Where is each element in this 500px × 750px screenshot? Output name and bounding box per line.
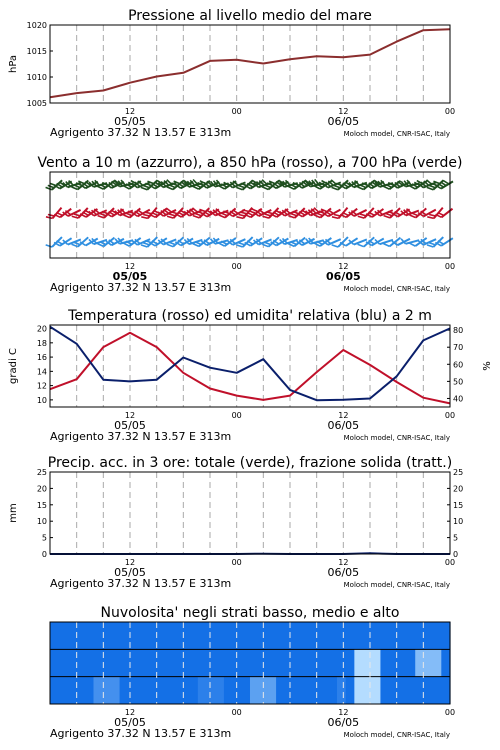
y-axis-label: mm [8, 503, 19, 523]
y2-tick-label: 70 [453, 343, 464, 353]
x-tick-label: 12 [124, 107, 136, 116]
cloud-cell [154, 677, 163, 704]
station-label: Agrigento 37.32 N 13.57 E 313m [50, 281, 232, 294]
cloud-cell [241, 649, 250, 676]
wind-barb [297, 177, 315, 190]
cloud-cell [285, 677, 294, 704]
cloud-cell [398, 677, 407, 704]
y-tick-label: 15 [36, 500, 47, 510]
date-label: 06/05 [327, 115, 360, 128]
cloud-cell [241, 622, 250, 649]
cloud-cell [76, 649, 85, 676]
cloud-cell [293, 622, 302, 649]
wind-shaft [441, 209, 452, 218]
panel-title: Pressione al livello medio del mare [128, 8, 372, 24]
x-tick-label: 00 [231, 107, 242, 116]
cloud-cell [285, 622, 294, 649]
y-tick-label: 14 [36, 367, 47, 377]
date-label: 05/05 [114, 566, 146, 579]
cloud-cell [441, 622, 450, 649]
wind-barb [271, 204, 288, 219]
cloud-cell [50, 677, 59, 704]
date-label: 06/05 [327, 419, 360, 432]
cloud-cell [311, 649, 320, 676]
date-label: 05/05 [114, 115, 146, 128]
x-tick-label: 00 [231, 558, 242, 567]
wind-barb [384, 204, 400, 220]
plot-frame [50, 25, 450, 103]
cloud-cell [424, 622, 433, 649]
cloud-cell [215, 677, 224, 704]
y-axis-label: gradi C [8, 348, 19, 384]
cloud-cell [328, 622, 337, 649]
wind-barb [46, 204, 62, 221]
cloud-cell [302, 677, 311, 704]
y-tick-label: 0 [41, 550, 47, 559]
wind-barb [323, 234, 341, 246]
model-credit: Moloch model, CNR-ISAC, Italy [343, 285, 450, 293]
cloud-cell [137, 677, 146, 704]
cloud-cell [433, 622, 442, 649]
cloud-cell [337, 677, 346, 704]
cloud-cell [363, 649, 372, 676]
y-tick-label: 20 [36, 324, 47, 334]
cloud-cell [302, 622, 311, 649]
y2-tick-label: 15 [453, 500, 464, 510]
wind-barb [340, 204, 357, 219]
wind-barb [46, 233, 62, 249]
y2-tick-label: 25 [453, 468, 464, 477]
panel-precipitation [8, 455, 463, 590]
x-tick-label: 00 [231, 708, 242, 717]
cloud-cell [137, 649, 146, 676]
temperature-line [50, 333, 450, 404]
cloud-cell [337, 622, 346, 649]
wind-barb [193, 204, 209, 220]
cloud-cell [85, 649, 94, 676]
y-tick-label: 10 [36, 395, 47, 405]
cloud-cell [380, 622, 389, 649]
cloud-cell [102, 677, 111, 704]
wind-barb [236, 233, 252, 249]
cloud-cell [180, 622, 189, 649]
cloud-cell [441, 677, 450, 704]
wind-barb [392, 233, 410, 246]
y2-tick-label: 80 [453, 326, 464, 336]
x-tick-label: 12 [338, 411, 349, 420]
cloud-cell [50, 622, 59, 649]
cloud-cell [146, 649, 155, 676]
date-label: 06/05 [327, 716, 360, 729]
cloud-cell [311, 677, 320, 704]
cloud-cell [76, 622, 85, 649]
y-tick-label: 1015 [26, 47, 47, 56]
cloud-cell [320, 677, 329, 704]
cloud-cell [128, 677, 137, 704]
cloud-cell [267, 622, 276, 649]
wind-barb [288, 204, 304, 220]
cloud-cell [207, 677, 216, 704]
wind-barb [427, 233, 443, 249]
cloud-cell [154, 649, 163, 676]
cloud-cell [207, 622, 216, 649]
wind-barb [46, 176, 63, 192]
y2-axis-label: % [482, 361, 493, 371]
model-credit: Moloch model, CNR-ISAC, Italy [343, 581, 450, 589]
panel-title: Temperatura (rosso) ed umidita' relativa (blu) a 2 m [68, 308, 432, 324]
x-tick-label: 12 [124, 558, 136, 567]
cloud-cell [111, 622, 120, 649]
cloud-cell [433, 649, 442, 676]
cloud-cell [93, 677, 102, 704]
cloud-cell [302, 649, 311, 676]
x-tick-label: 00 [444, 708, 456, 717]
cloud-cell [433, 677, 442, 704]
cloud-cell [328, 649, 337, 676]
y-tick-label: 5 [41, 533, 47, 543]
cloud-cell [67, 649, 76, 676]
plot-frame [50, 472, 450, 554]
panel-cloud-cover [50, 605, 455, 740]
x-tick-label: 00 [444, 262, 456, 271]
wind-barb [98, 204, 114, 220]
cloud-cell [337, 649, 346, 676]
cloud-cell [189, 677, 198, 704]
y2-tick-label: 40 [453, 394, 464, 404]
x-tick-label: 00 [444, 558, 456, 567]
cloud-cell [198, 649, 207, 676]
cloud-cell [111, 649, 120, 676]
y2-tick-label: 20 [453, 484, 464, 494]
y2-tick-label: 0 [453, 550, 459, 559]
wind-barb [332, 233, 348, 249]
cloud-cell [354, 622, 363, 649]
cloud-cell [120, 649, 129, 676]
y-tick-label: 1010 [26, 73, 47, 82]
cloud-cell [120, 677, 129, 704]
cloud-cell [180, 649, 189, 676]
y-tick-label: 25 [36, 468, 47, 477]
cloud-cell [215, 649, 224, 676]
date-label: 05/05 [114, 716, 146, 729]
cloud-cell [180, 677, 189, 704]
y2-tick-label: 5 [453, 533, 459, 543]
cloud-cell [267, 677, 276, 704]
model-credit: Moloch model, CNR-ISAC, Italy [343, 434, 450, 442]
wind-shaft [441, 238, 453, 246]
x-tick-label: 00 [444, 411, 456, 420]
cloud-cell [111, 677, 120, 704]
cloud-cell [407, 649, 416, 676]
station-label: Agrigento 37.32 N 13.57 E 313m [50, 577, 232, 590]
cloud-cell [267, 649, 276, 676]
cloud-cell [163, 677, 172, 704]
cloud-cell [207, 649, 216, 676]
cloud-cell [93, 649, 102, 676]
cloud-cell [346, 622, 355, 649]
y-tick-label: 1005 [26, 99, 47, 108]
x-tick-label: 12 [338, 107, 349, 116]
cloud-cell [233, 622, 242, 649]
cloud-cell [320, 649, 329, 676]
y-tick-label: 1020 [26, 21, 47, 30]
cloud-cell [380, 649, 389, 676]
cloud-cell [372, 649, 381, 676]
y-tick-label: 18 [36, 338, 47, 348]
cloud-cell [233, 649, 242, 676]
wind-barb [54, 204, 71, 219]
cloud-cell [224, 677, 233, 704]
panel-temperature-humidity [8, 308, 493, 443]
cloud-cell [163, 649, 172, 676]
station-label: Agrigento 37.32 N 13.57 E 313m [50, 430, 232, 443]
cloud-cell [276, 622, 285, 649]
cloud-cell [233, 677, 242, 704]
cloud-cell [285, 649, 294, 676]
cloud-cell [172, 649, 181, 676]
y-tick-label: 20 [36, 484, 47, 494]
cloud-cell [424, 649, 433, 676]
wind-barb [175, 176, 193, 189]
cloud-cell [328, 677, 337, 704]
station-label: Agrigento 37.32 N 13.57 E 313m [50, 126, 232, 139]
date-label: 06/05 [327, 566, 360, 579]
cloud-cell [163, 622, 172, 649]
cloud-cell [189, 622, 198, 649]
date-label: 05/05 [114, 419, 146, 432]
x-tick-label: 12 [124, 411, 136, 420]
cloud-cell [250, 622, 259, 649]
cloud-cell [215, 622, 224, 649]
cloud-cell [311, 622, 320, 649]
x-tick-label: 00 [231, 411, 242, 420]
cloud-cell [67, 677, 76, 704]
humidity-line [50, 327, 450, 401]
wind-barb [106, 233, 124, 246]
cloud-cell [50, 649, 59, 676]
cloud-cell [293, 649, 302, 676]
cloud-cell [276, 649, 285, 676]
cloud-cell [189, 649, 198, 676]
cloud-cell [198, 622, 207, 649]
cloud-cell [354, 649, 363, 676]
cloud-cell [250, 649, 259, 676]
cloud-cell [407, 677, 416, 704]
cloud-cell [59, 677, 68, 704]
cloud-cell [441, 649, 450, 676]
model-credit: Moloch model, CNR-ISAC, Italy [343, 731, 450, 739]
cloud-cell [146, 677, 155, 704]
x-tick-label: 12 [124, 708, 136, 717]
cloud-cell [59, 649, 68, 676]
cloud-cell [241, 677, 250, 704]
y-tick-label: 10 [36, 517, 47, 527]
panel-title: Precip. acc. in 3 ore: totale (verde), frazione solida (tratt.) [47, 455, 453, 471]
wind-barb [106, 177, 124, 190]
wind-barb [392, 177, 410, 190]
cloud-cell [398, 649, 407, 676]
cloud-cell [120, 622, 129, 649]
cloud-cell [93, 622, 102, 649]
pressure-line [50, 29, 450, 97]
cloud-cell [172, 622, 181, 649]
wind-barb [297, 233, 315, 246]
wind-barb [141, 233, 157, 249]
cloud-cell [85, 677, 94, 704]
x-tick-label: 12 [338, 262, 349, 271]
x-tick-label: 12 [338, 708, 349, 717]
date-label: 05/05 [112, 270, 148, 283]
y2-tick-label: 50 [453, 377, 464, 387]
cloud-cell [346, 677, 355, 704]
x-tick-label: 12 [124, 262, 136, 271]
cloud-cell [415, 677, 424, 704]
cloud-cell [372, 677, 381, 704]
cloud-cell [320, 622, 329, 649]
wind-barb [271, 176, 289, 189]
cloud-cell [354, 677, 363, 704]
cloud-cell [146, 622, 155, 649]
cloud-cell [259, 677, 268, 704]
cloud-cell [172, 677, 181, 704]
cloud-cell [398, 622, 407, 649]
cloud-cell [154, 622, 163, 649]
wind-barb [175, 204, 192, 219]
panel-wind [37, 155, 462, 294]
y2-tick-label: 10 [453, 517, 464, 527]
y-tick-label: 16 [36, 353, 47, 363]
y-axis-label: hPa [8, 54, 19, 74]
cloud-cell [380, 677, 389, 704]
cloud-cell [372, 622, 381, 649]
station-label: Agrigento 37.32 N 13.57 E 313m [50, 727, 232, 740]
cloud-cell [276, 677, 285, 704]
cloud-cell [76, 677, 85, 704]
cloud-cell [224, 622, 233, 649]
cloud-cell [85, 622, 94, 649]
cloud-cell [67, 622, 76, 649]
y2-tick-label: 60 [453, 360, 464, 370]
panel-title: Vento a 10 m (azzurro), a 850 hPa (rosso), a 700 hPa (verde) [37, 155, 463, 171]
x-tick-label: 12 [338, 558, 349, 567]
cloud-cell [363, 677, 372, 704]
cloud-cell [59, 622, 68, 649]
cloud-cell [363, 622, 372, 649]
y-tick-label: 12 [36, 381, 47, 391]
cloud-cell [389, 677, 398, 704]
cloud-cell [250, 677, 259, 704]
cloud-cell [224, 649, 233, 676]
wind-feather [46, 243, 52, 249]
x-tick-label: 00 [444, 107, 456, 116]
panel-title: Nuvolosita' negli strati basso, medio e alto [100, 605, 400, 621]
cloud-cell [407, 622, 416, 649]
cloud-cell [346, 649, 355, 676]
x-tick-label: 00 [231, 262, 242, 271]
cloud-cell [293, 677, 302, 704]
date-label: 06/05 [326, 270, 361, 283]
cloud-cell [424, 677, 433, 704]
cloud-cell [198, 677, 207, 704]
cloud-cell [137, 622, 146, 649]
panel-pressure [8, 8, 455, 139]
model-credit: Moloch model, CNR-ISAC, Italy [343, 130, 450, 138]
